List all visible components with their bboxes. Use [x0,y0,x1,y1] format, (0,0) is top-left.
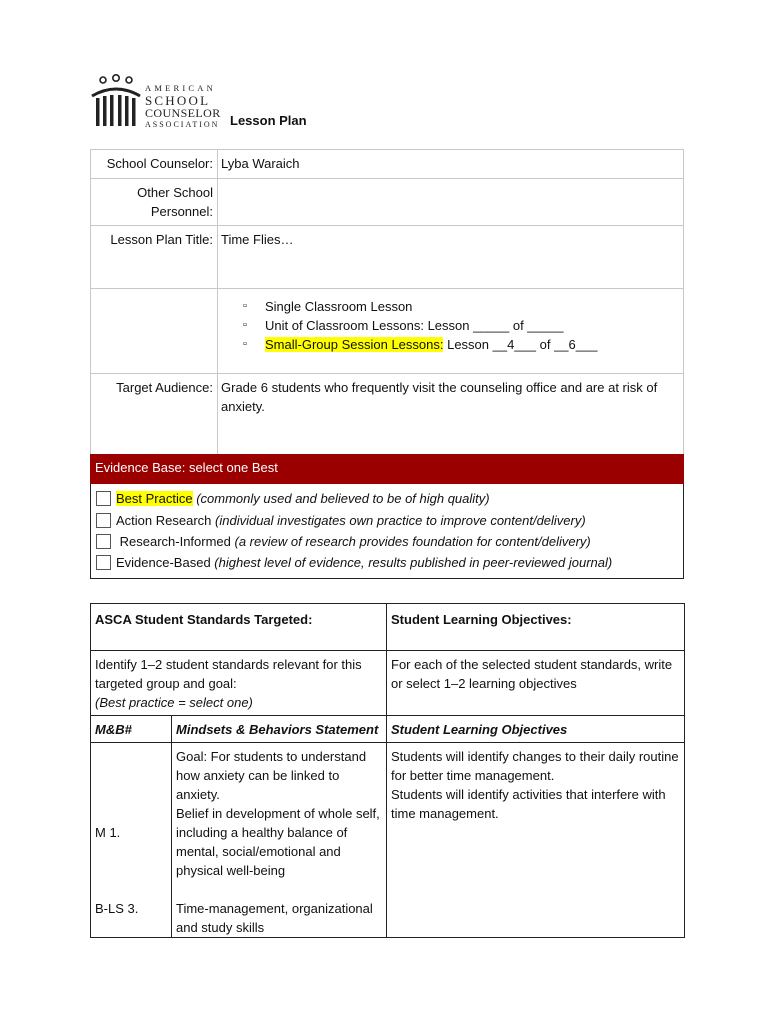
col-objectives: Student Learning Objectives [387,716,685,743]
checkbox[interactable] [96,555,111,570]
standards-header-row [91,604,685,651]
evidence-option-name: Research-Informed [116,534,231,549]
evidence-option-action-research[interactable] [96,511,586,530]
standards-guidance-text: Identify 1–2 student standards relevant for this targeted group and goal: [95,657,362,691]
mb-codes[interactable] [91,743,172,938]
checkbox[interactable] [96,513,111,528]
standards-guidance [91,651,387,716]
standards-targeted-heading: ASCA Student Standards Targeted: [91,604,387,651]
evidence-option-evidence-based[interactable] [96,553,612,572]
evidence-option-name: Evidence-Based [116,555,211,570]
checkbox-icon: ▫ [243,300,247,312]
evidence-option-desc: (individual investigates own practice to improve content/delivery) [215,513,586,528]
personnel-value[interactable] [218,179,684,226]
evidence-option-desc: (commonly used and believed to be of high quality) [196,491,490,506]
checkbox-icon: ▫ [243,319,247,331]
session-option-small-group[interactable] [221,335,680,354]
standards-guidance-note: (Best practice = select one) [95,695,253,710]
col-mb-number: M&B# [91,716,172,743]
personnel-label: Other School Personnel: [91,179,218,226]
evidence-option-desc: (a review of research provides foundation for content/delivery) [234,534,591,549]
audience-value[interactable]: Grade 6 students who frequently visit the counseling office and are at risk of anxiety. [218,374,684,455]
session-option-label: Unit of Classroom Lessons: Lesson _____ of _____ [265,318,564,333]
session-label [91,289,218,374]
evidence-option-best-practice[interactable] [96,489,490,508]
session-options [218,289,684,374]
checkbox[interactable] [96,534,111,549]
highlighted-label: Small-Group Session Lessons: [265,337,444,352]
audience-row [91,374,684,455]
evidence-option-desc: (highest level of evidence, results published in peer-reviewed journal) [214,555,613,570]
col-statement: Mindsets & Behaviors Statement [172,716,387,743]
evidence-base-header: Evidence Base: select one Best [90,454,684,484]
standards-table [90,603,685,938]
audience-label: Target Audience: [91,374,218,455]
mb-code-1: M 1. [95,825,121,840]
standards-body-row [91,743,685,938]
session-option-single[interactable] [221,297,680,316]
mb-code-2: B-LS 3. [95,901,139,916]
statement-1: Belief in development of whole self, including a healthy balance of mental, social/emotional and physical well-being [176,806,380,878]
checkbox[interactable] [96,491,111,506]
lesson-title-value[interactable]: Time Flies… [218,226,684,289]
evidence-base-options [90,484,684,579]
objectives-cell[interactable] [387,743,685,938]
standards-subheader-row [91,716,685,743]
learning-objectives-heading: Student Learning Objectives: [387,604,685,651]
goal-text: Goal: For students to understand how anxiety can be linked to anxiety. [176,749,367,802]
lesson-title-label: Lesson Plan Title: [91,226,218,289]
personnel-row [91,179,684,226]
statement-2: Time-management, organizational and study skills [176,901,373,935]
document-title: Lesson Plan [230,113,307,128]
counselor-label: School Counselor: [91,150,218,179]
session-option-unit[interactable] [221,316,680,335]
checkbox-icon: ▫ [243,338,247,350]
logo-text-association: ASSOCIATION [145,120,220,129]
evidence-option-name: Best Practice [116,491,193,506]
session-option-label: Single Classroom Lesson [265,299,413,314]
logo-text-counselor: COUNSELOR [145,106,221,120]
objective-2: Students will identify activities that interfere with time management. [391,787,666,821]
objective-1: Students will identify changes to their daily routine for better time management. [391,749,679,783]
asca-columns-icon [90,74,142,130]
evidence-option-research-informed[interactable] [96,532,591,551]
session-row [91,289,684,374]
standards-guidance-row [91,651,685,716]
counselor-value[interactable]: Lyba Waraich [218,150,684,179]
title-row [91,226,684,289]
counselor-row [91,150,684,179]
objectives-guidance: For each of the selected student standards, write or select 1–2 learning objectives [387,651,685,716]
asca-logo [90,74,230,130]
mb-statements[interactable] [172,743,387,938]
evidence-option-name: Action Research [116,513,212,528]
logo-text-american: AMERICAN [145,83,216,93]
lesson-info-table [90,149,684,455]
session-option-label: Lesson __4___ of __6___ [443,337,598,352]
logo-text-school: SCHOOL [145,93,211,108]
